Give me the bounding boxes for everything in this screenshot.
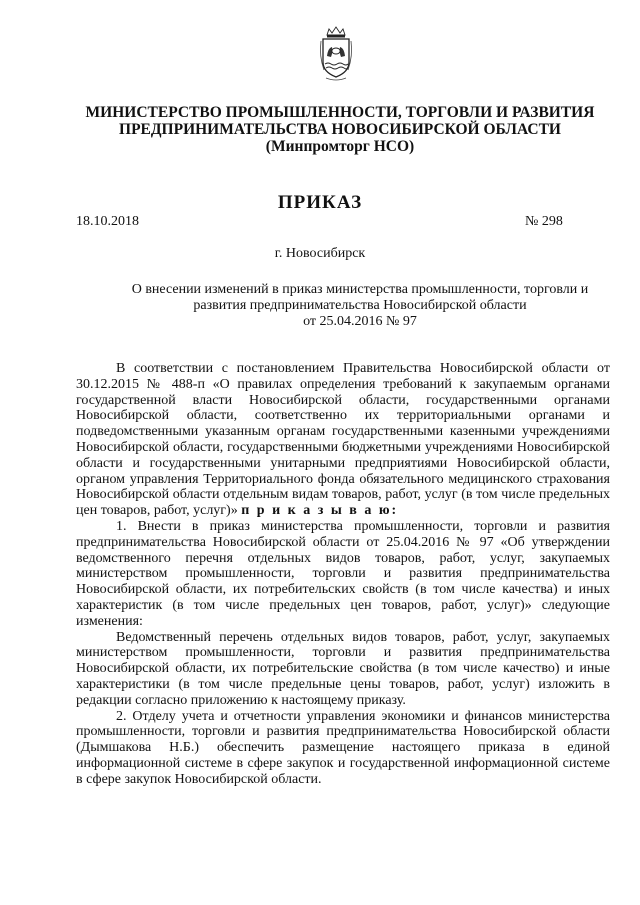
order-keyword: п р и к а з ы в а ю: bbox=[241, 503, 399, 519]
document-body bbox=[76, 361, 610, 788]
subject-line-1: О внесении изменений в приказ министерства промышленности, торговли и bbox=[131, 282, 589, 297]
org-short-name: (Минпромторг НСО) bbox=[265, 138, 415, 155]
order-item-1: 1. Внести в приказ министерства промышленности, торговли и развития предпринимательства Новосибирской области от 25.04.2016 № 97 «Об утверждении ведомственного перечня отдельных видов товаров, работ, услуг, закупаемых министерством промышленности, торговли и развития предпринимательства Новосибирской области, их потребительских свойств (в том числе качества) и иных характеристик (в том числе предельных цен товаров, работ, услуг)» следующие изменения: bbox=[76, 518, 610, 629]
order-item-2: 2. Отделу учета и отчетности управления экономики и финансов министерства промышленности, торговли и развития предпринимательства Новосибирской области (Дымшакова Н.Б.) обеспечить размещение настоящего приказа в единой информационной системе в сфере закупок и государственной информационной системе в сфере закупок Новосибирской области. bbox=[76, 708, 610, 787]
document-date: 18.10.2018 bbox=[76, 214, 139, 229]
subject-line-2: развития предпринимательства Новосибирской области bbox=[193, 298, 527, 313]
org-line-1: МИНИСТЕРСТВО ПРОМЫШЛЕННОСТИ, ТОРГОВЛИ И РАЗВИТИЯ bbox=[85, 104, 595, 121]
organization-name bbox=[60, 104, 620, 155]
subject-line-3: от 25.04.2016 № 97 bbox=[303, 314, 417, 329]
document-type-title: ПРИКАЗ bbox=[277, 192, 363, 213]
document-city: г. Новосибирск bbox=[274, 246, 366, 261]
document-subject bbox=[110, 282, 610, 330]
org-line-2: ПРЕДПРИНИМАТЕЛЬСТВА НОВОСИБИРСКОЙ ОБЛАСТИ bbox=[119, 121, 561, 138]
document-number: № 298 bbox=[525, 214, 563, 229]
preamble-paragraph bbox=[76, 361, 610, 519]
order-item-1-sub: Ведомственный перечень отдельных видов товаров, работ, услуг, закупаемых министерством промышленности, торговли и развития предпринимательства Новосибирской области, их потребительские свойства (в том числе качество) и иные характеристики (в том числе предельные цены товаров, работ, услуг) изложить в редакции согласно приложению к настоящему приказу. bbox=[76, 629, 610, 708]
novosibirsk-coat-of-arms-icon bbox=[318, 26, 354, 82]
preamble-text: В соответствии с постановлением Правительства Новосибирской области от 30.12.2015 № 488-п «О правилах определения требований к закупаемым органами государственной власти Новосибирской области, государственными органами Новосибирской области, соответственно их территориальными органами и подведомственными указанным органам государственными казенными учреждениями Новосибирской области, государственными бюджетными учреждениями Новосибирской области и государственными унитарными предприятиями Новосибирской области, органом управления Территориального фонда обязательного медицинского страхования Новосибирской области отдельным видам товаров, работ, услуг (в том числе предельных цен товаров, работ, услуг)» bbox=[76, 361, 610, 519]
